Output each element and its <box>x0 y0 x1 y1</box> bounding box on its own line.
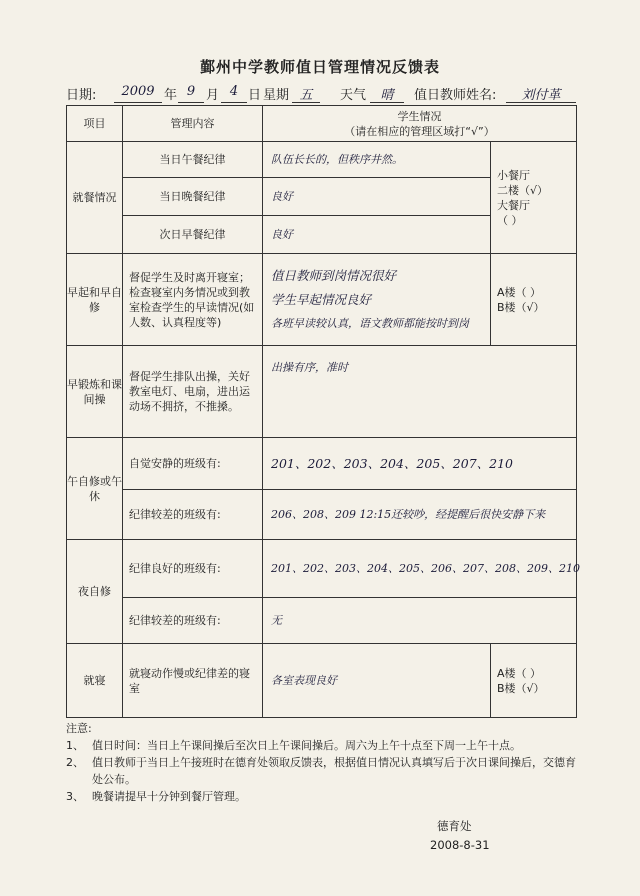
row-hand-entry[interactable]: 各室表现良好 <box>263 644 491 718</box>
hand-line: 值日教师到岗情况很好 <box>271 267 397 283</box>
table-row <box>67 254 577 346</box>
side-option[interactable]: B楼（√） <box>497 681 545 695</box>
section-noon-label: 午自修或午休 <box>67 438 123 540</box>
teacher-label: 值日教师姓名: <box>414 88 497 103</box>
section-morning-label: 早起和早自修 <box>67 254 123 346</box>
teacher-value[interactable]: 刘付革 <box>506 84 576 103</box>
row-content: 自觉安静的班级有: <box>123 438 263 490</box>
day-label: 日 <box>248 88 262 103</box>
table-row <box>67 540 577 598</box>
row-hand-entry[interactable]: 良好 <box>263 178 491 216</box>
table-row <box>67 598 577 644</box>
notes-title: 注意: <box>66 722 92 735</box>
note-text: 晚餐请提早十分钟到餐厅管理。 <box>92 790 246 803</box>
table-row <box>67 142 577 178</box>
section-exercise-label: 早锻炼和课间操 <box>67 346 123 438</box>
header-content: 管理内容 <box>123 106 263 142</box>
note-number: 3、 <box>66 790 84 803</box>
note-text: 值日时间：当日上午课间操后至次日上午课间操后。周六为上午十点至下周一上午十点。 <box>92 739 521 752</box>
row-content: 就寝动作慢或纪律差的寝室 <box>123 644 263 718</box>
side-option[interactable]: 二楼（√） <box>497 183 549 197</box>
dining-side-options <box>491 142 577 254</box>
side-option[interactable]: （ ） <box>497 213 523 227</box>
notes <box>66 720 586 805</box>
section-evening-label: 夜自修 <box>67 540 123 644</box>
note-item <box>66 737 586 754</box>
week-label: 星期 <box>263 88 290 103</box>
day-value[interactable]: 4 <box>221 84 247 103</box>
side-option[interactable]: 小餐厅 <box>497 168 530 182</box>
weather-label: 天气 <box>340 88 367 103</box>
date-label: 日期: <box>66 88 97 103</box>
hand-line: 各班早读较认真，语文教师都能按时到岗 <box>271 316 469 330</box>
header-student <box>263 106 577 142</box>
year-label: 年 <box>164 88 178 103</box>
month-label: 月 <box>206 88 220 103</box>
header-student-note: （请在相应的管理区域打“√”） <box>344 124 495 138</box>
footer-dept: 德育处 <box>437 819 472 833</box>
row-content: 次日早餐纪律 <box>123 216 263 254</box>
form-title: 鄞州中学教师值日管理情况反馈表 <box>199 58 440 76</box>
row-hand-entry[interactable] <box>263 254 491 346</box>
table-row <box>67 644 577 718</box>
section-sleep-label: 就寝 <box>67 644 123 718</box>
row-content: 当日午餐纪律 <box>123 142 263 178</box>
table-row <box>67 490 577 540</box>
side-option[interactable]: A楼（ ） <box>497 285 542 299</box>
note-item <box>66 788 586 805</box>
morning-side-options <box>491 254 577 346</box>
row-content: 纪律较差的班级有: <box>123 490 263 540</box>
row-hand-entry[interactable]: 无 <box>263 598 577 644</box>
row-content: 督促学生及时离开寝室；检查寝室内务情况或到教室检查学生的早读情况(如人数、认真程度等) <box>123 254 263 346</box>
row-content: 督促学生排队出操，关好教室电灯、电扇，进出运动场不拥挤，不推搡。 <box>123 346 263 438</box>
row-content: 当日晚餐纪律 <box>123 178 263 216</box>
row-hand-entry[interactable]: 队伍长长的，但秩序井然。 <box>263 142 491 178</box>
section-dining-label: 就餐情况 <box>67 142 123 254</box>
header-student-title: 学生情况 <box>397 109 442 123</box>
footer-date: 2008-8-31 <box>430 838 490 852</box>
month-value[interactable]: 9 <box>178 84 204 103</box>
side-option[interactable]: 大餐厅 <box>497 198 530 212</box>
note-number: 1、 <box>66 739 84 752</box>
row-hand-entry[interactable]: 206、208、209 12:15还较吵，经提醒后很快安静下来 <box>263 490 577 540</box>
table-row <box>67 346 577 438</box>
note-item <box>66 754 586 788</box>
weather-value[interactable]: 晴 <box>370 84 404 103</box>
year-value[interactable]: 2009 <box>114 84 162 103</box>
date-line <box>66 84 626 106</box>
row-hand-entry[interactable]: 出操有序，准时 <box>263 346 577 438</box>
hand-line: 学生早起情况良好 <box>271 291 372 307</box>
header-item: 项目 <box>67 106 123 142</box>
side-option[interactable]: B楼（√） <box>497 300 545 314</box>
row-hand-entry[interactable]: 201、202、203、204、205、207、210 <box>263 438 577 490</box>
row-content: 纪律较差的班级有: <box>123 598 263 644</box>
row-content: 纪律良好的班级有: <box>123 540 263 598</box>
note-number: 2、 <box>66 756 84 769</box>
weekday-value[interactable]: 五 <box>292 84 320 103</box>
note-text: 值日教师于当日上午接班时在德育处领取反馈表，根据值日情况认真填写后于次日课间操后，交德育处公布。 <box>92 756 576 786</box>
sleep-side-options <box>491 644 577 718</box>
table-header-row <box>67 106 577 142</box>
table-row <box>67 438 577 490</box>
row-hand-entry[interactable]: 良好 <box>263 216 491 254</box>
row-hand-entry[interactable]: 201、202、203、204、205、206、207、208、209、210 <box>263 540 577 598</box>
feedback-table <box>66 105 580 718</box>
side-option[interactable]: A楼（ ） <box>497 666 542 680</box>
